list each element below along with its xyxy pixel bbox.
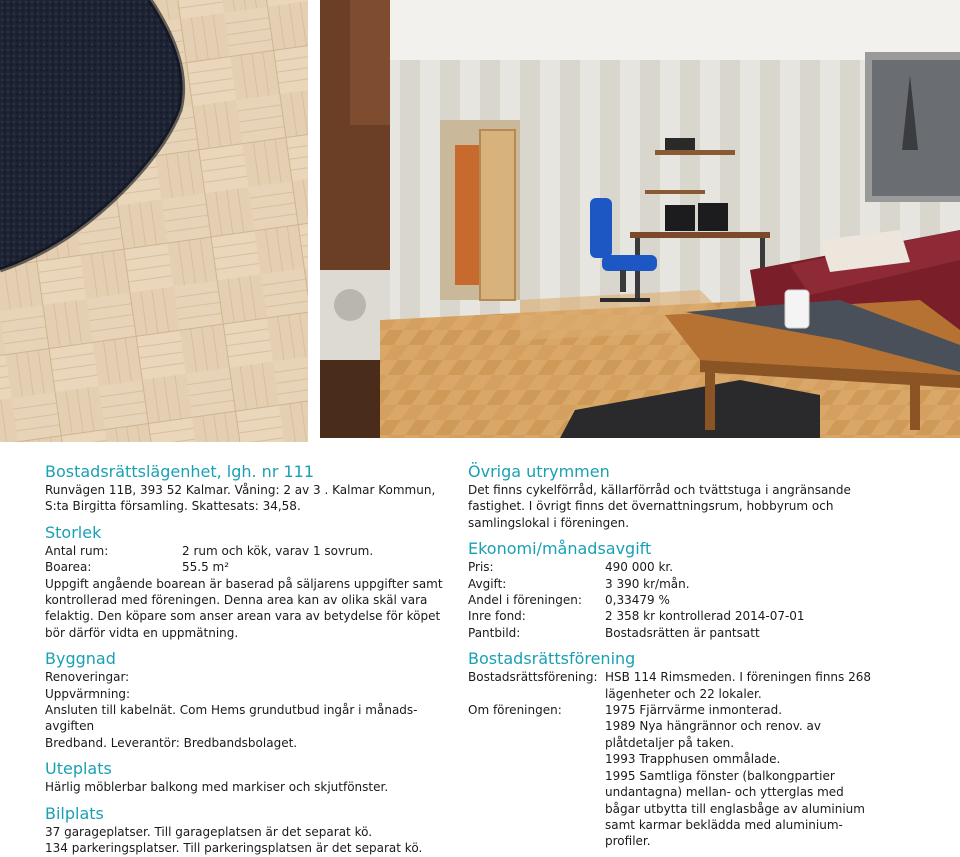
forening-heading: Bostadsrättsförening	[468, 649, 636, 669]
byggnad-line: Uppvärmning:	[45, 686, 131, 701]
row-key: Bostadsrättsförening:	[468, 670, 598, 685]
storlek-note: kontrollerad med föreningen. Denna area kan av olika skäl vara	[45, 593, 428, 608]
bilplats-line: 37 garageplatser. Till garageplatsen är det separat kö.	[45, 824, 373, 839]
row-value: 3 390 kr/mån.	[605, 576, 690, 591]
ekonomi-row	[468, 592, 908, 608]
om-line: bågar utbytta till englasbåge av aluminium	[605, 801, 865, 816]
storlek-row	[45, 559, 445, 575]
row-value: 55.5 m²	[182, 560, 230, 575]
om-line: undantagna) mellan- och ytterglas med	[605, 785, 844, 800]
row-value: 2 rum och kök, varav 1 sovrum.	[182, 543, 374, 558]
brf-line: HSB 114 Rimsmeden. I föreningen finns 268	[605, 670, 872, 685]
om-line: plåtdetaljer på taken.	[605, 735, 735, 750]
storlek-note: Uppgift angående boarean är baserad på säljarens uppgifter samt	[45, 576, 443, 591]
address-line: Runvägen 11B, 393 52 Kalmar. Våning: 2 av 3 . Kalmar Kommun,	[45, 483, 436, 497]
forening-brf-row	[468, 669, 908, 702]
om-line: samt karmar beklädda med aluminium-	[605, 817, 843, 832]
om-line: 1989 Nya hängrännor och renov. av	[605, 719, 821, 734]
om-line: 1993 Trapphusen ommålade.	[605, 752, 781, 767]
row-value	[605, 702, 908, 850]
byggnad-line: Ansluten till kabelnät. Com Hems grundutbud ingår i månads-	[45, 703, 418, 718]
om-line: 1975 Fjärrvärme inmonterad.	[605, 703, 783, 718]
row-value: 0,33479 %	[605, 593, 670, 608]
bilplats-line: 134 parkeringsplatser. Till parkeringsplatsen är det separat kö.	[45, 841, 423, 856]
storlek-note: felaktig. Den köpare som anser arean vara av betydelse för köpet	[45, 609, 441, 624]
ovriga-line: fastighet. I övrigt finns det övernattningsrum, hobbyrum och	[468, 499, 834, 514]
address-line: S:ta Birgitta församling. Skattesats: 34,58.	[45, 499, 301, 514]
right-column	[468, 462, 908, 850]
uteplats-heading: Uteplats	[45, 759, 112, 779]
storlek-heading: Storlek	[45, 522, 102, 542]
row-key: Avgift:	[468, 576, 507, 591]
left-column	[45, 462, 445, 857]
storlek-row	[45, 543, 445, 559]
bilplats-heading: Bilplats	[45, 803, 104, 823]
ekonomi-row	[468, 625, 908, 641]
ekonomi-row	[468, 576, 908, 592]
photo-living-room	[320, 0, 960, 438]
row-value: 490 000 kr.	[605, 560, 674, 575]
row-key: Inre fond:	[468, 609, 526, 624]
byggnad-line: Bredband. Leverantör: Bredbandsbolaget.	[45, 735, 298, 750]
ovriga-heading: Övriga utrymmen	[468, 462, 610, 481]
ovriga-line: samlingslokal i föreningen.	[468, 515, 630, 530]
row-key: Pris:	[468, 560, 494, 575]
ekonomi-row	[468, 559, 908, 575]
row-value	[605, 669, 908, 702]
om-line: 1995 Samtliga fönster (balkongpartier	[605, 768, 835, 783]
row-key: Boarea:	[45, 560, 92, 575]
row-key: Pantbild:	[468, 625, 521, 640]
listing-title: Bostadsrättslägenhet, lgh. nr 111	[45, 462, 315, 481]
ovriga-line: Det finns cykelförråd, källarförråd och tvättstuga i angränsande	[468, 483, 851, 497]
brf-line: lägenheter och 22 lokaler.	[605, 686, 762, 701]
row-key: Om föreningen:	[468, 703, 562, 718]
photo-rug-parquet	[0, 0, 308, 442]
row-value: Bostadsrätten är pantsatt	[605, 625, 760, 640]
row-key: Antal rum:	[45, 543, 109, 558]
forening-om-row	[468, 702, 908, 850]
om-line: profiler.	[605, 834, 651, 849]
byggnad-line: Renoveringar:	[45, 670, 130, 685]
ekonomi-row	[468, 608, 908, 624]
ekonomi-heading: Ekonomi/månadsavgift	[468, 539, 652, 559]
row-key: Andel i föreningen:	[468, 593, 582, 608]
byggnad-heading: Byggnad	[45, 649, 116, 669]
uteplats-text: Härlig möblerbar balkong med markiser och skjutfönster.	[45, 780, 389, 795]
storlek-note: bör därför vidta en uppmätning.	[45, 625, 239, 640]
row-value: 2 358 kr kontrollerad 2014-07-01	[605, 609, 805, 624]
byggnad-line: avgiften	[45, 719, 95, 734]
